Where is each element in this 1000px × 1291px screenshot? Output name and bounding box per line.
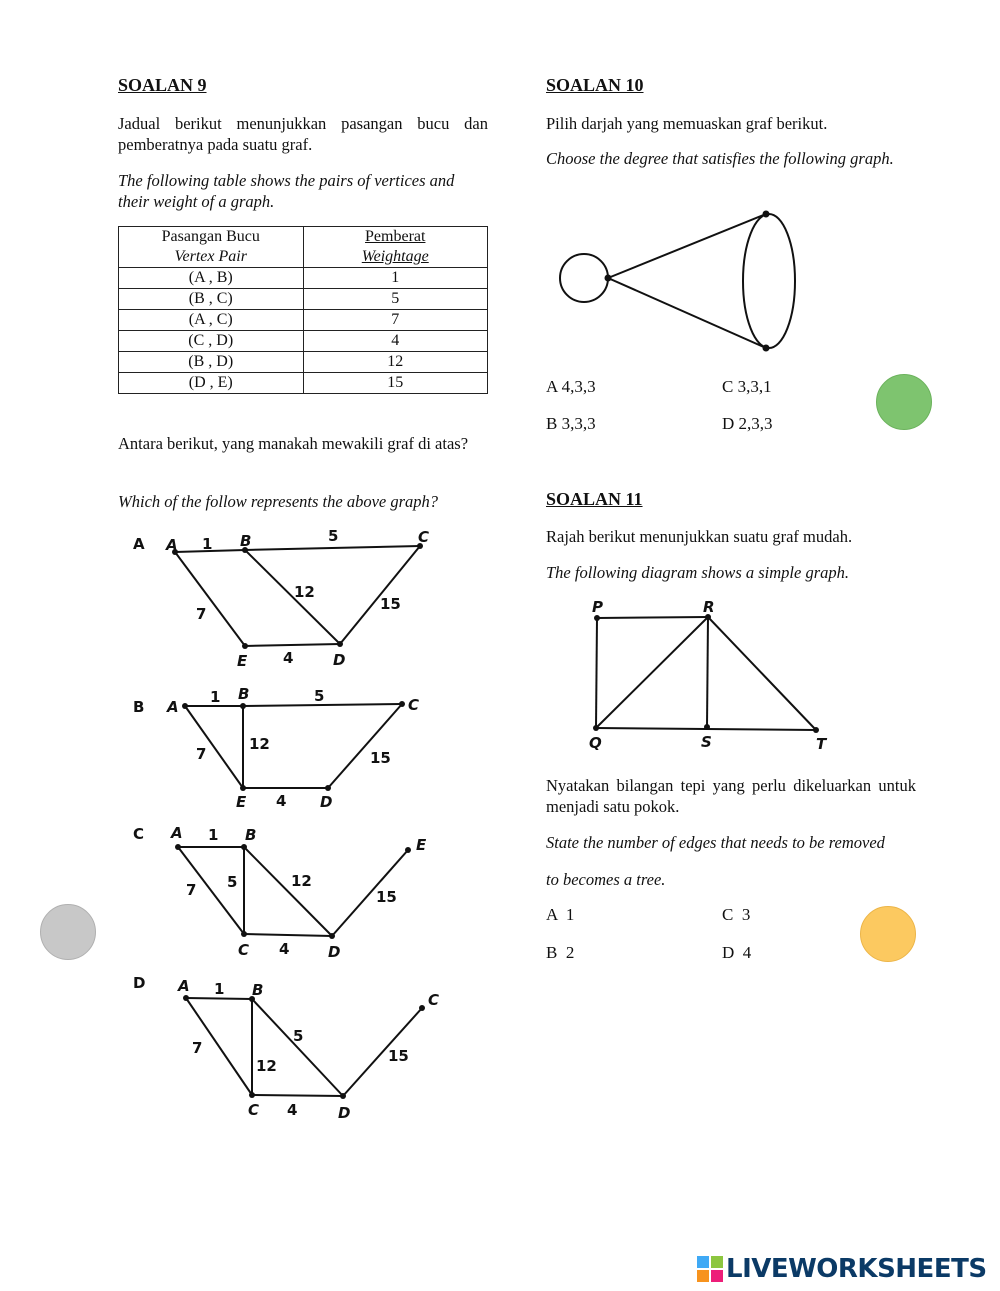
table-row: (B , C) 5	[119, 289, 488, 310]
q11-intro-ms: Rajah berikut menunjukkan suatu graf mudah.	[546, 527, 853, 546]
edge-weight: 4	[276, 792, 287, 810]
q9-heading: SOALAN 9	[118, 75, 207, 95]
q9-intro-en: The following table shows the pairs of vertices and their weight of a graph.	[118, 171, 455, 211]
q11-heading: SOALAN 11	[546, 489, 643, 509]
edge-weight: 15	[388, 1047, 409, 1065]
q11-intro-en: The following diagram shows a simple graph.	[546, 563, 849, 582]
table-row: (D , E) 15	[119, 373, 488, 394]
edge-weight: 1	[208, 826, 219, 844]
edge-weight: 7	[196, 605, 207, 623]
edge-weight: 5	[328, 527, 339, 545]
edge-weight: 7	[196, 745, 207, 763]
table-header-weight-en: Weightage	[361, 248, 429, 265]
q10-option-b[interactable]: B 3,3,3	[546, 414, 596, 433]
q11-option-d[interactable]: D 4	[722, 943, 752, 962]
edge-weight: 1	[214, 980, 225, 998]
q9-question-en: Which of the follow represents the above graph?	[118, 492, 439, 511]
vertex-label: D	[320, 793, 333, 811]
edge-weight: 5	[227, 873, 238, 891]
edge-weight: 7	[186, 881, 197, 899]
answer-drop-circle-gray[interactable]	[40, 904, 96, 960]
edge-weight: 5	[314, 687, 325, 705]
edge-weight: 12	[249, 735, 270, 753]
vertex-label: D	[338, 1104, 351, 1122]
vertex-label: B	[252, 981, 264, 999]
edge-weight: 4	[279, 940, 290, 958]
vertex-label: C	[238, 941, 250, 959]
vertex-label: D	[328, 943, 341, 961]
vertex-label: C	[418, 528, 430, 546]
q9-question-ms: Antara berikut, yang manakah mewakili graf di atas?	[118, 434, 469, 453]
vertex-label: A	[178, 977, 190, 995]
edge-weight: 15	[370, 749, 391, 767]
vertex-label: B	[245, 826, 257, 844]
edge-weight: 1	[202, 535, 213, 553]
q10-option-a[interactable]: A 4,3,3	[546, 377, 596, 396]
vertex-label: S	[701, 733, 712, 751]
edge-weight: 4	[287, 1101, 298, 1119]
edge-weight: 5	[293, 1027, 304, 1045]
edge-weight: 12	[294, 583, 315, 601]
vertex-label: B	[240, 532, 252, 550]
q11-option-b[interactable]: B 2	[546, 943, 575, 962]
q10-intro-ms: Pilih darjah yang memuaskan graf berikut.	[546, 114, 828, 133]
table-header-weight-ms: Pemberat	[365, 228, 426, 245]
option-c-letter: C	[133, 825, 145, 843]
option-d-letter: D	[133, 974, 146, 992]
edge-weight: 15	[380, 595, 401, 613]
table-row: (C , D) 4	[119, 331, 488, 352]
q9-intro-ms: Jadual berikut menunjukkan pasangan bucu dan pemberatnya pada suatu graf.	[118, 114, 488, 154]
vertex-label: A	[171, 824, 183, 842]
vertex-label: E	[237, 652, 248, 670]
q11-option-a[interactable]: A 1	[546, 905, 575, 924]
edge-weight: 12	[256, 1057, 277, 1075]
q11-question-ms: Nyatakan bilangan tepi yang perlu dikeluarkan untuk menjadi satu pokok.	[546, 776, 916, 816]
table-row: (B , D) 12	[119, 352, 488, 373]
vertex-label: C	[428, 991, 440, 1009]
q11-graph	[580, 598, 840, 748]
option-b-letter: B	[133, 698, 145, 716]
q10-option-d[interactable]: D 2,3,3	[722, 414, 773, 433]
edge-weight: 7	[192, 1039, 203, 1057]
vertex-label: R	[703, 598, 715, 616]
answer-drop-circle-green[interactable]	[876, 374, 932, 430]
vertex-label: D	[333, 651, 346, 669]
table-header-pair-en: Vertex Pair	[174, 248, 247, 265]
edge-weight: 15	[376, 888, 397, 906]
answer-drop-circle-orange[interactable]	[860, 906, 916, 962]
vertex-label: T	[816, 735, 827, 753]
q10-option-c[interactable]: C 3,3,1	[722, 377, 772, 396]
liveworksheets-brand: LIVEWORKSHEETS	[726, 1254, 987, 1284]
option-a-letter: A	[133, 535, 145, 553]
liveworksheets-logo-icon	[697, 1256, 723, 1282]
q11-option-c[interactable]: C 3	[722, 905, 751, 924]
vertex-label: C	[408, 696, 420, 714]
q10-heading: SOALAN 10	[546, 75, 644, 95]
q11-question-en-2: to becomes a tree.	[546, 870, 666, 889]
q10-graph	[550, 200, 810, 360]
table-header-pair-ms: Pasangan Bucu	[161, 228, 260, 245]
table-row: (A , B) 1	[119, 268, 488, 289]
table-row: (A , C) 7	[119, 310, 488, 331]
vertex-label: A	[166, 536, 178, 554]
vertex-label-c: C	[248, 1101, 260, 1119]
vertex-label: P	[592, 598, 603, 616]
edge-weight: 4	[283, 649, 294, 667]
edge-weight: 1	[210, 688, 221, 706]
vertex-label: Q	[589, 734, 602, 752]
q10-intro-en: Choose the degree that satisfies the following graph.	[546, 149, 894, 168]
vertex-label: B	[238, 685, 250, 703]
q11-question-en-1: State the number of edges that needs to be removed	[546, 833, 885, 852]
vertex-label: E	[236, 793, 247, 811]
edge-weight: 12	[291, 872, 312, 890]
vertex-label: E	[416, 836, 427, 854]
vertex-label: A	[167, 698, 179, 716]
vertex-pair-table	[118, 226, 488, 394]
